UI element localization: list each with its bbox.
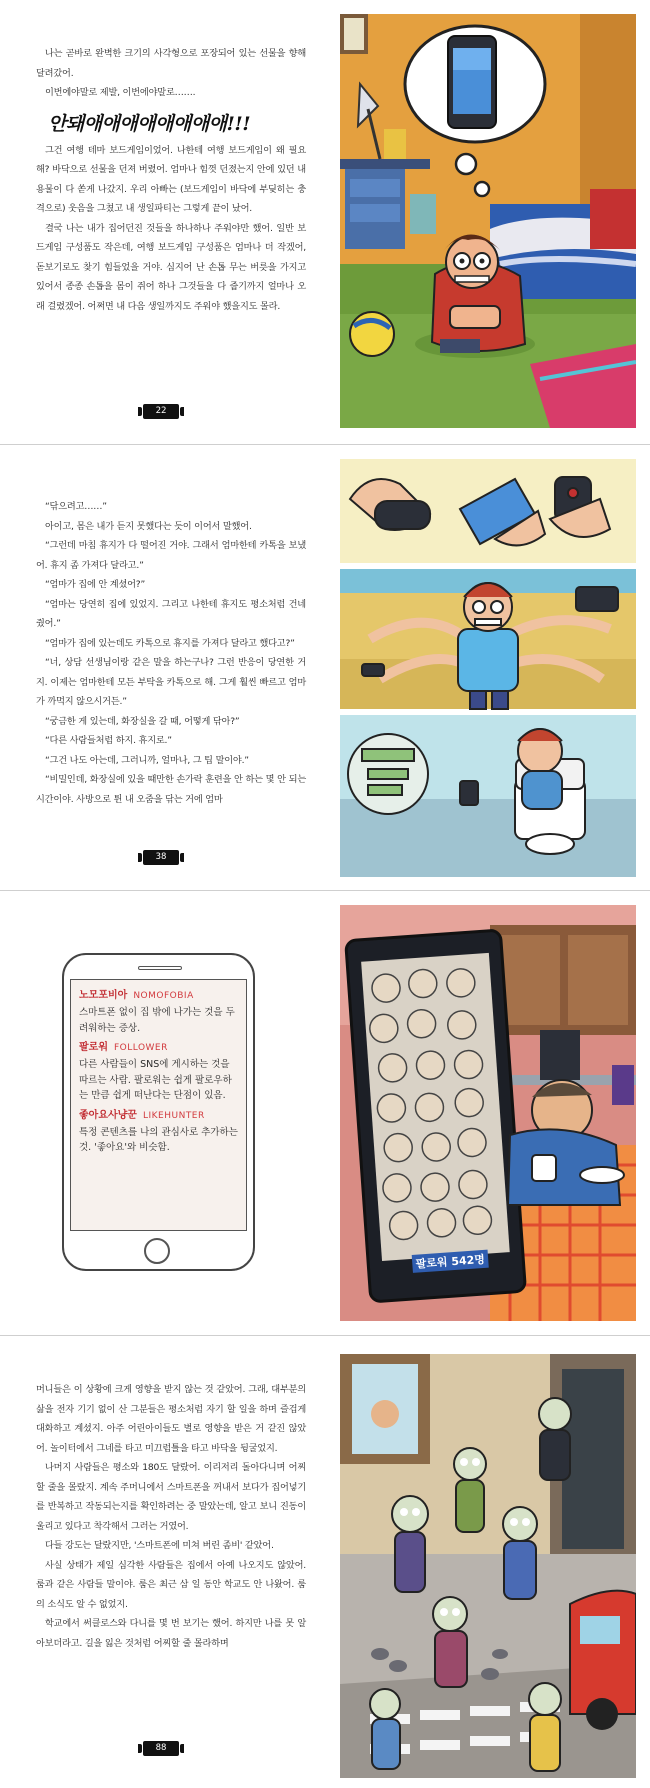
glossary-term-en: LIKEHUNTER [142,1110,205,1121]
text-column [36,1380,306,1653]
glossary-term-en: NOMOFOBIA [133,991,194,1001]
text-column [36,497,306,809]
spread-glossary [0,891,650,1336]
paragraph: 결국 나는 내가 집어던진 것들을 하나하나 주워야만 했어. 일반 보드게임 구성품도 작은데, 여행 보드게임 구성품은 엄마나 더 작겠어, 돋보기로도 찾기 힘들었을 거야. 심지어 난 손톱 무는 버릇을 가지고 있어서 종종 손톱을 몸이 쥐어 하나 그것들을 다 줍기까지 얼마나 오래 걸렸겠어. 어쩌면 내 다음 생일까지도 주워야 했을지도 몰라. [36,222,306,312]
glossary-term-en: FOLLOWER [113,1043,168,1053]
glossary-term: 좋아요사냥꾼 [79,1109,137,1121]
paragraph: “궁금한 게 있는데, 화장실을 갈 때, 어떻게 닦아?” [45,715,240,727]
page-number: 22 [143,404,179,419]
shout-heading: 안돼애애애애애애애애!!! [48,112,251,135]
glossary-term: 노모포비아 [79,990,128,1001]
phone-frame [62,953,255,1271]
paragraph: 학교에서 써클로스와 다니를 몇 번 보기는 했어. 하지만 나를 못 알아보더라고. 길을 잃은 것처럼 어찌할 줄 몰라하며 [36,1618,306,1649]
glossary-entry [79,988,238,1036]
paragraph: 이번에야말로 제발, 이번에야말로……. [45,87,196,98]
glossary-screen [70,979,247,1231]
paragraph: “엄마가 집에 있는데도 카톡으로 휴지를 가져다 달라고 했다고?” [45,637,295,649]
paragraph: “닦으려고……” [45,501,107,512]
paragraph: “너, 상담 선생님이랑 같은 말을 하는구나? 그런 반응이 당연한 거지. 이제는 엄마한테 모든 부탁을 카톡으로 해. 그게 훨씬 빠르고 엄마가 까먹지 않으시거든.” [36,657,306,707]
paragraph: “엄마가 집에 안 계셨어?” [45,579,146,590]
spread-page-38 [0,445,650,891]
spread-page-22 [0,0,650,445]
glossary-entry [79,1108,238,1156]
phone-speaker [138,966,182,970]
phone-home-button [144,1238,170,1264]
paragraph: “그건 나도 아는데, 그러니까, 얼마나, 그 팁 말이야.” [45,754,249,766]
illustration-boy-bedroom [340,14,636,428]
glossary-desc: 특정 콘텐츠를 나의 관심사로 추가하는 것. '좋아요'와 비슷함. [79,1126,238,1153]
follower-count-sign: 팔로워 542명 [415,1252,486,1271]
page-number: 88 [143,1741,179,1756]
paragraph: 나는 곧바로 완벽한 크기의 사각형으로 포장되어 있는 선물을 향해 달려갔어. [36,48,306,79]
glossary-desc: 다른 사람들이 SNS에 게시하는 것을 따르는 사람. 팔로워는 쉽게 팔로우하는 만큼 쉽게 떠난다는 단점이 있음. [79,1059,232,1101]
illustration-follower-crowd-phone [340,905,636,1321]
paragraph: 다들 강도는 달랐지만, '스마트폰에 미쳐 버린 좀비' 같았어. [45,1540,274,1551]
illustration-phone-hands-toilet [340,459,636,877]
paragraph: “엄마는 당연히 집에 있었지. 그리고 나한테 휴지도 평소처럼 건네 줬어.” [36,598,306,629]
spread-page-88 [0,1336,650,1788]
illustration-smartphone-zombies-street [340,1354,636,1778]
glossary-desc: 스마트폰 없이 집 밖에 나가는 것을 두려워하는 증상. [79,1007,235,1034]
glossary-entry [79,1040,238,1104]
paragraph: 그건 여행 테마 보드게임이었어. 나한테 여행 보드게임이 왜 필요해? 바닥으로 선물을 던져 버렸어. 엄마나 힘껏 던졌는지 안에 있던 내용물이 다 쏟게 나갔지. 우리 아빠는 (보드게임이 바닥에 부딪히는 충격으로) 웃음을 그쳤고 내 생일파티는 그렇게 끝이 났어. [36,144,306,214]
paragraph: “비밀인데, 화장실에 있을 때만한 손가락 훈련을 안 하는 몇 안 되는 시간이야. 사방으로 튄 내 오줌을 닦는 거에 엄마 [36,774,306,805]
glossary-term: 팔로워 [79,1042,108,1053]
paragraph: “다른 사람들처럼 하지. 휴지로.” [45,735,172,746]
paragraph: 사실 상태가 제일 심각한 사람들은 집에서 아예 나오지도 않았어. 룸과 같은 사람들 말이야. 룸은 최근 삼 일 동안 학교도 안 나왔어. 룸의 소식도 알 수 없었지. [36,1559,306,1610]
page-number: 38 [143,850,179,865]
paragraph: 나머지 사람들은 평소와 180도 달랐어. 이리저리 돌아다니며 어찌할 줄을 몰랐지. 계속 주머니에서 스마트폰을 꺼내서 보다가 집어넣기를 반복하고 작동되는지를 확인하려는 중 말았는데, 알고 보니 진동이 울리고 있다고 착각해서 그러는 거였어. [36,1462,306,1532]
paragraph: “그런데 마침 휴지가 다 떨어진 거야. 그래서 엄마한테 카톡을 보냈어. 휴지 좀 가져다 달라고.” [36,540,306,571]
paragraph: 아이고, 몸은 내가 듣지 못했다는 듯이 이어서 말했어. [45,520,252,532]
paragraph: 머니들은 이 상황에 크게 영향을 받지 않는 것 같았어. 그래, 대부분의 삶을 전자 기기 없이 산 그분들은 평소처럼 자기 할 일을 하며 즐겁게 대화하고 계셨지. 아주 어린아이들도 별로 영향을 받은 거 같진 않았어. 놀이터에서 그네를 타고 미끄럼틀을 타고 바닥을 뒹굴었지. [36,1384,306,1454]
text-column [36,44,306,316]
